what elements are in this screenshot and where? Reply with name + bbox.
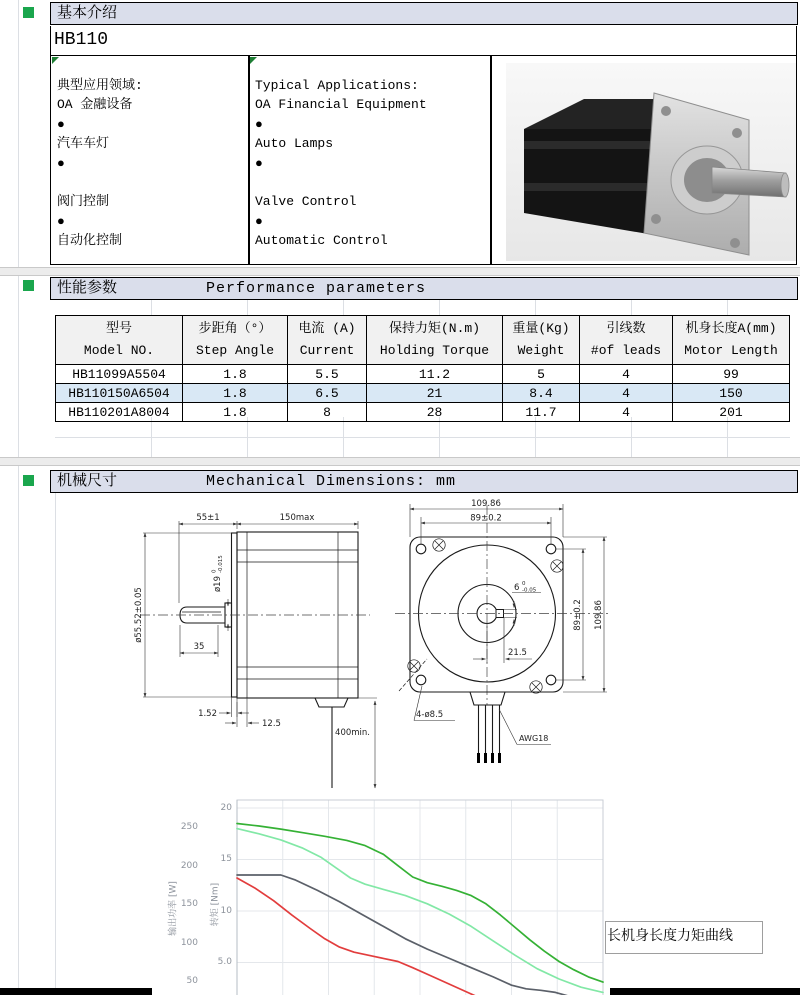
section-title-en: Mechanical Dimensions: mm: [206, 473, 457, 490]
section-header-mechanical: [50, 470, 798, 493]
app-line: ●: [255, 213, 263, 229]
section-separator: [0, 457, 800, 466]
gridline: [343, 417, 344, 457]
gridline: [343, 300, 344, 315]
app-line: 阀门控制: [57, 194, 110, 210]
torque-tick: 20: [220, 803, 232, 813]
power-tick: 200: [180, 861, 198, 871]
col-header: 重量(Kg) Weight: [503, 316, 580, 365]
section-bullet-icon: [23, 280, 34, 291]
col-header: 电流 (A) Current: [288, 316, 367, 365]
section-bullet-icon: [23, 7, 34, 18]
col-header: 保持力矩(N.m) Holding Torque: [367, 316, 503, 365]
app-line: Auto Lamps: [255, 136, 334, 152]
gridline: [151, 300, 152, 315]
gridline: [439, 417, 440, 457]
dim-tolerance: 0: [522, 581, 526, 587]
dim-label: 109.86: [471, 499, 501, 509]
front-view-drawing: [393, 495, 623, 795]
app-line: 自动化控制: [57, 233, 123, 249]
section-title-cn: 性能参数: [57, 280, 118, 297]
applications-en: [249, 56, 489, 264]
torque-tick: 10: [220, 906, 232, 916]
chart-note-box: [605, 921, 763, 954]
power-tick: 100: [180, 938, 198, 948]
gridline: [535, 300, 536, 315]
dim-label: 150max: [279, 513, 315, 523]
app-line: ●: [57, 213, 65, 229]
cell: 1.8: [183, 365, 288, 384]
section-separator: [0, 267, 800, 276]
dim-label: 1.52: [198, 709, 217, 719]
app-line: [255, 173, 489, 192]
cell: 28: [367, 403, 503, 422]
axis-title-power: 输出功率 [W]: [168, 881, 179, 936]
section-title-cn: 机械尺寸: [57, 473, 118, 490]
power-tick: 50: [186, 976, 198, 986]
applications-box: [50, 55, 797, 265]
stepper-motor-photo: [506, 63, 796, 261]
cell: 8: [288, 403, 367, 422]
app-line: 典型应用领域:: [57, 78, 143, 93]
cell: 201: [673, 403, 790, 422]
col-header: 型号 Model NO.: [56, 316, 183, 365]
gridline: [55, 493, 56, 988]
app-line: 汽车车灯: [57, 136, 110, 152]
cell: 11.2: [367, 365, 503, 384]
cell: 1.8: [183, 403, 288, 422]
cell: 4: [580, 384, 673, 403]
table-row: [56, 403, 790, 422]
axis-title-torque: 转矩 [Nm]: [210, 882, 221, 927]
gridline: [727, 300, 728, 315]
power-tick: 150: [180, 899, 198, 909]
section-header-intro: [50, 2, 798, 25]
performance-table: [55, 315, 790, 422]
dim-label: 35: [193, 642, 205, 652]
applications-cn: [51, 56, 247, 264]
dim-label: 109.86: [594, 600, 604, 630]
dim-tolerance: -0.05: [522, 587, 537, 594]
app-line: Valve Control: [255, 194, 357, 210]
dim-label: 6: [514, 583, 520, 593]
app-line: Automatic Control: [255, 233, 388, 249]
cell-border: [490, 56, 492, 264]
app-line: OA Financial Equipment: [255, 97, 427, 113]
cell: 150: [673, 384, 790, 403]
cell: 6.5: [288, 384, 367, 403]
gridline: [439, 300, 440, 315]
dim-label: 55±1: [196, 513, 220, 523]
dim-label: 400min.: [335, 728, 370, 738]
cell: 5.5: [288, 365, 367, 384]
dim-label: 21.5: [508, 648, 527, 658]
cell: 4: [580, 403, 673, 422]
power-tick: 250: [180, 822, 198, 832]
gridline: [535, 417, 536, 457]
section-title-en: Performance parameters: [206, 280, 427, 297]
gridline: [18, 0, 19, 988]
app-line: [57, 173, 247, 192]
dim-label: 4-ø8.5: [416, 710, 444, 720]
gridline: [247, 300, 248, 315]
app-line: Typical Applications:: [255, 78, 419, 93]
dim-tolerance: 0: [211, 569, 218, 573]
table-row-highlighted: [56, 384, 790, 403]
dim-label: ø55.52±0.05: [134, 587, 144, 643]
product-photo: [506, 63, 796, 261]
gridline: [151, 417, 152, 457]
side-view-drawing: [125, 495, 385, 795]
app-line: ●: [57, 116, 65, 132]
torque-tick: 15: [220, 854, 232, 864]
col-header: 机身长度A(mm) Motor Length: [673, 316, 790, 365]
app-line: ●: [255, 116, 263, 132]
cell: 8.4: [503, 384, 580, 403]
chart-note-text: 长机身长度力矩曲线: [607, 929, 733, 945]
cell: 21: [367, 384, 503, 403]
dim-tolerance: -0.015: [218, 555, 224, 573]
section-bullet-icon: [23, 475, 34, 486]
torque-chart: [152, 790, 610, 995]
app-line: ●: [255, 155, 263, 171]
cell: 11.7: [503, 403, 580, 422]
cell: 1.8: [183, 384, 288, 403]
gridline: [247, 417, 248, 457]
cell: HB110201A8004: [56, 403, 183, 422]
gridline: [55, 437, 790, 438]
section-title: 基本介绍: [57, 5, 118, 22]
gridline: [631, 417, 632, 457]
dim-label: 12.5: [262, 719, 281, 729]
dim-label: ø19: [213, 576, 223, 593]
gridline: [727, 417, 728, 457]
cell: HB11099A5504: [56, 365, 183, 384]
cell: 99: [673, 365, 790, 384]
torque-tick: 5.0: [217, 957, 232, 967]
app-line: OA 金融设备: [57, 97, 133, 113]
col-header: 步距角（°） Step Angle: [183, 316, 288, 365]
cell: 4: [580, 365, 673, 384]
table-row: [56, 365, 790, 384]
app-line: ●: [57, 155, 65, 171]
dim-label: 89±0.2: [573, 599, 583, 631]
cell: 5: [503, 365, 580, 384]
table-header-row: [56, 316, 790, 365]
model-title: HB110: [50, 26, 797, 56]
gridline: [631, 300, 632, 315]
col-header: 引线数 #of leads: [580, 316, 673, 365]
dim-label: 89±0.2: [470, 513, 502, 524]
dim-label: AWG18: [519, 734, 549, 743]
cell: HB110150A6504: [56, 384, 183, 403]
section-header-performance: [50, 277, 798, 300]
